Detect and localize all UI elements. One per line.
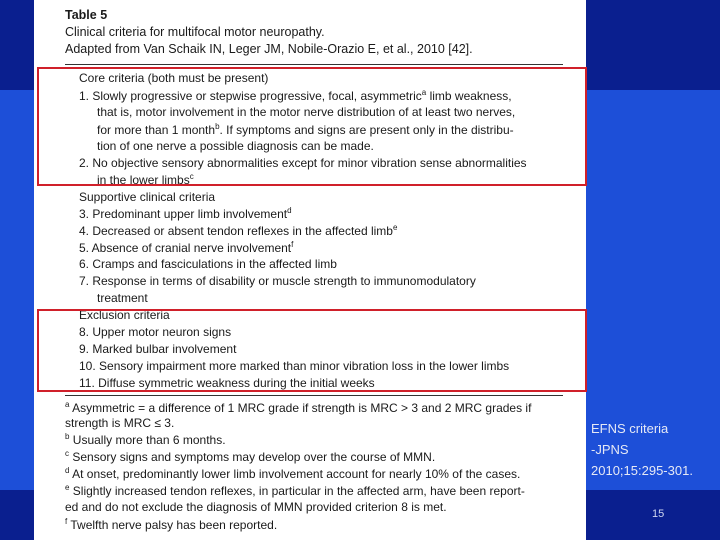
table-title-line-2: Adapted from Van Schaik IN, Leger JM, Nobile-Orazio E, et al., 2010 [42]. (65, 42, 473, 56)
exclusion-criteria-heading: Exclusion criteria (79, 308, 170, 322)
slide-number: 15 (652, 508, 665, 520)
footnote-f (65, 517, 277, 532)
supportive-item-5-text: 5. Absence of cranial nerve involvement (79, 241, 292, 255)
table-bottom-rule (65, 395, 563, 396)
footnote-c-mark: c (65, 449, 69, 458)
footnote-b-mark: b (65, 432, 70, 441)
footnote-a-mark: a (65, 400, 70, 409)
footnote-f-text: Twelfth nerve palsy has been reported. (70, 518, 278, 532)
footnote-a-text: Asymmetric = a difference of 1 MRC grade if strength is MRC > 3 and 2 MRC grades if (72, 401, 532, 415)
footnote-f-mark: f (65, 517, 68, 526)
exclusion-item-9: 9. Marked bulbar involvement (79, 342, 237, 356)
supportive-item-3 (79, 206, 292, 221)
core-line-1-tail: limb weakness, (426, 89, 512, 103)
core-line-3-tail: . If symptoms and signs are present only in the distribu- (219, 123, 514, 137)
footnote-a (65, 400, 531, 415)
supportive-item-5 (79, 240, 293, 255)
footnote-ref-b: b (215, 122, 220, 131)
title-rule (65, 64, 563, 65)
core-criteria-line-4: tion of one nerve a possible diagnosis can be made. (97, 139, 374, 153)
core-criteria-line-5: 2. No objective sensory abnormalities except for minor vibration sense abnormalities (79, 156, 527, 170)
footnote-e-text: Slightly increased tendon reflexes, in particular in the affected arm, have been report- (72, 484, 525, 498)
footnote-ref-f: f (291, 240, 294, 249)
supportive-item-4-text: 4. Decreased or absent tendon reflexes in the affected limb (79, 224, 393, 238)
table-label: Table 5 (65, 8, 108, 22)
footnote-d (65, 466, 520, 481)
supportive-item-7: 7. Response in terms of disability or muscle strength to immunomodulatory (79, 274, 476, 288)
supportive-criteria-heading: Supportive clinical criteria (79, 190, 216, 204)
footnote-e-cont: ed and do not exclude the diagnosis of MMN provided criterion 8 is met. (65, 500, 447, 514)
supportive-item-6: 6. Cramps and fasciculations in the affected limb (79, 257, 337, 271)
footnote-e-mark: e (65, 483, 70, 492)
core-line-6-text: in the lower limbs (97, 173, 190, 187)
footnote-b (65, 432, 226, 447)
core-criteria-line-2: that is, motor involvement in the motor nerve distribution of at least two nerves, (97, 105, 516, 119)
exclusion-item-11: 11. Diffuse symmetric weakness during the initial weeks (79, 376, 375, 390)
footnote-a-cont: strength is MRC ≤ 3. (65, 416, 175, 430)
core-line-1-text: 1. Slowly progressive or stepwise progressive, focal, asymmetric (79, 89, 422, 103)
core-criteria-highlight-box (37, 67, 587, 186)
footnote-ref-d: d (287, 206, 292, 215)
side-note-line-3: 2010;15:295-301. (591, 463, 693, 478)
table-title-line-1: Clinical criteria for multifocal motor neuropathy. (65, 25, 325, 39)
exclusion-item-8: 8. Upper motor neuron signs (79, 325, 232, 339)
footnote-d-mark: d (65, 466, 70, 475)
exclusion-item-10: 10. Sensory impairment more marked than minor vibration loss in the lower limbs (79, 359, 510, 373)
footnote-ref-a: a (421, 88, 427, 97)
supportive-item-4 (79, 223, 397, 238)
supportive-item-3-text: 3. Predominant upper limb involvement (79, 207, 288, 221)
footnote-ref-c: c (189, 172, 194, 181)
footnote-d-text: At onset, predominantly lower limb involvement account for nearly 10% of the cases. (72, 467, 521, 481)
side-note-line-1: EFNS criteria (591, 421, 669, 436)
footnote-b-text: Usually more than 6 months. (72, 433, 226, 447)
side-note-line-2: -JPNS (591, 442, 629, 457)
footnote-e (65, 483, 525, 498)
footnote-c-text: Sensory signs and symptoms may develop over the course of MMN. (72, 450, 436, 464)
core-criteria-heading: Core criteria (both must be present) (79, 71, 269, 85)
supportive-item-7-cont: treatment (97, 291, 148, 305)
exclusion-criteria-highlight-box (37, 309, 587, 392)
footnote-c (65, 449, 435, 464)
footnote-ref-e: e (392, 223, 398, 232)
core-line-3-text: for more than 1 month (97, 123, 216, 137)
